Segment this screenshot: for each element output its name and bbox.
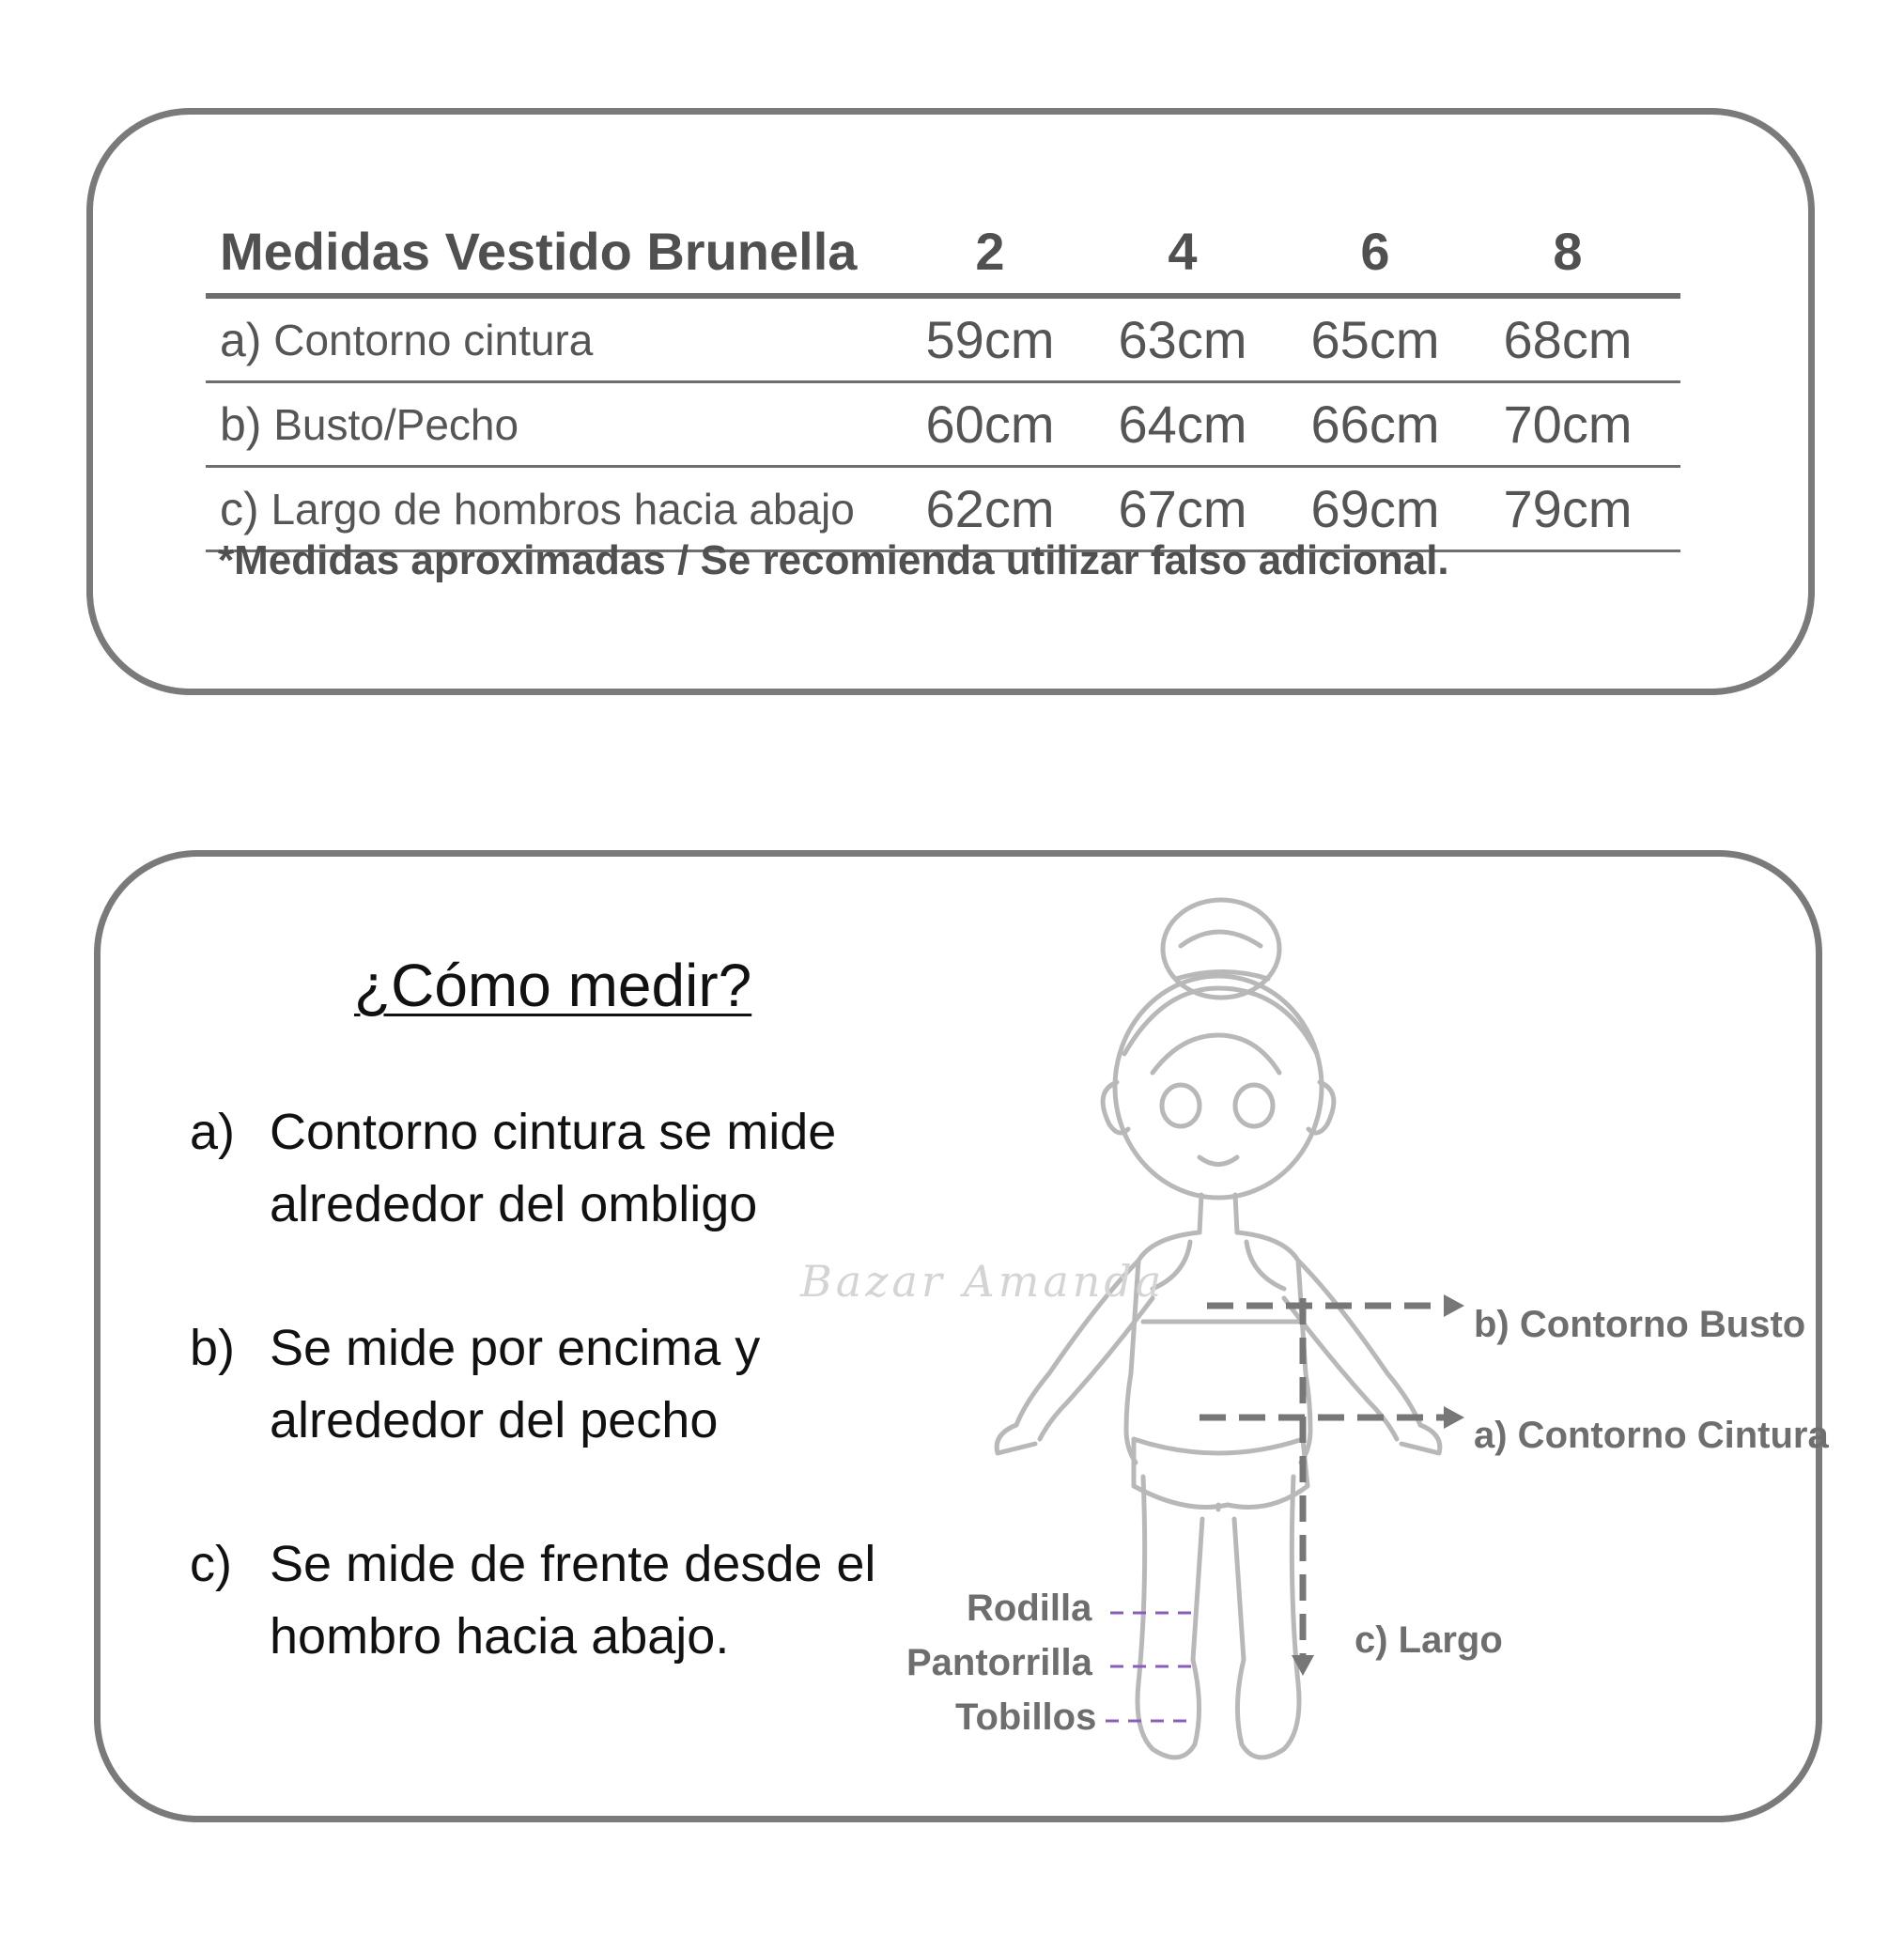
table-note: *Medidas aproximadas / Se recomienda utilizar falso adicional.: [218, 537, 1449, 583]
label-rodilla: Rodilla: [967, 1588, 1092, 1629]
label-pantorrilla: Pantorrilla: [906, 1642, 1092, 1683]
size-header: 4: [1168, 221, 1198, 281]
table-header-row: [206, 209, 1680, 299]
size-table: [206, 209, 1680, 552]
label-largo: c) Largo: [1354, 1619, 1503, 1661]
table-row: [206, 383, 1680, 468]
table-cell: 69cm: [1310, 479, 1440, 538]
table-cell: 63cm: [1118, 310, 1247, 369]
level-guides: [1106, 1613, 1200, 1721]
row-label: c) Largo de hombros hacia abajo: [220, 482, 855, 535]
cintura-arrowhead-icon: [1444, 1406, 1464, 1429]
how-to-title: ¿Cómo medir?: [354, 952, 752, 1019]
table-cell: 68cm: [1503, 310, 1633, 369]
table-cell: 62cm: [925, 479, 1055, 538]
table-cell: 60cm: [925, 395, 1055, 454]
table-cell: 70cm: [1503, 395, 1633, 454]
step-text: Contorno cintura se mide alrededor del ombligo: [270, 1104, 837, 1232]
label-contorno-cintura: a) Contorno Cintura: [1474, 1415, 1829, 1456]
largo-arrowhead-icon: [1292, 1655, 1314, 1676]
step-marker: b): [190, 1320, 236, 1376]
step-text: Se mide por encima y alrededor del pecho: [270, 1320, 761, 1448]
step-text: Se mide de frente desde el hombro hacia abajo.: [270, 1536, 876, 1665]
table-cell: 65cm: [1310, 310, 1440, 369]
table-row: [206, 299, 1680, 383]
size-header: 8: [1553, 221, 1583, 281]
table-cell: 79cm: [1503, 479, 1633, 538]
table-cell: 64cm: [1118, 395, 1247, 454]
table-title: Medidas Vestido Brunella: [220, 221, 858, 281]
table-cell: 66cm: [1310, 395, 1440, 454]
watermark-text: Bazar Amanda: [800, 1256, 1166, 1307]
measurement-arrows: [1200, 1298, 1448, 1655]
busto-arrowhead-icon: [1444, 1294, 1464, 1317]
size-header: 6: [1360, 221, 1390, 281]
step-marker: a): [190, 1104, 236, 1160]
step-marker: c): [190, 1536, 232, 1592]
row-label: a) Contorno cintura: [220, 313, 594, 366]
size-header: 2: [975, 221, 1005, 281]
row-label: b) Busto/Pecho: [220, 397, 519, 451]
size-table-card: [86, 108, 1815, 695]
label-tobillos: Tobillos: [955, 1696, 1097, 1738]
how-to-measure-card: [94, 850, 1829, 1822]
label-contorno-busto: b) Contorno Busto: [1474, 1304, 1806, 1345]
table-cell: 67cm: [1118, 479, 1247, 538]
table-cell: 59cm: [925, 310, 1055, 369]
